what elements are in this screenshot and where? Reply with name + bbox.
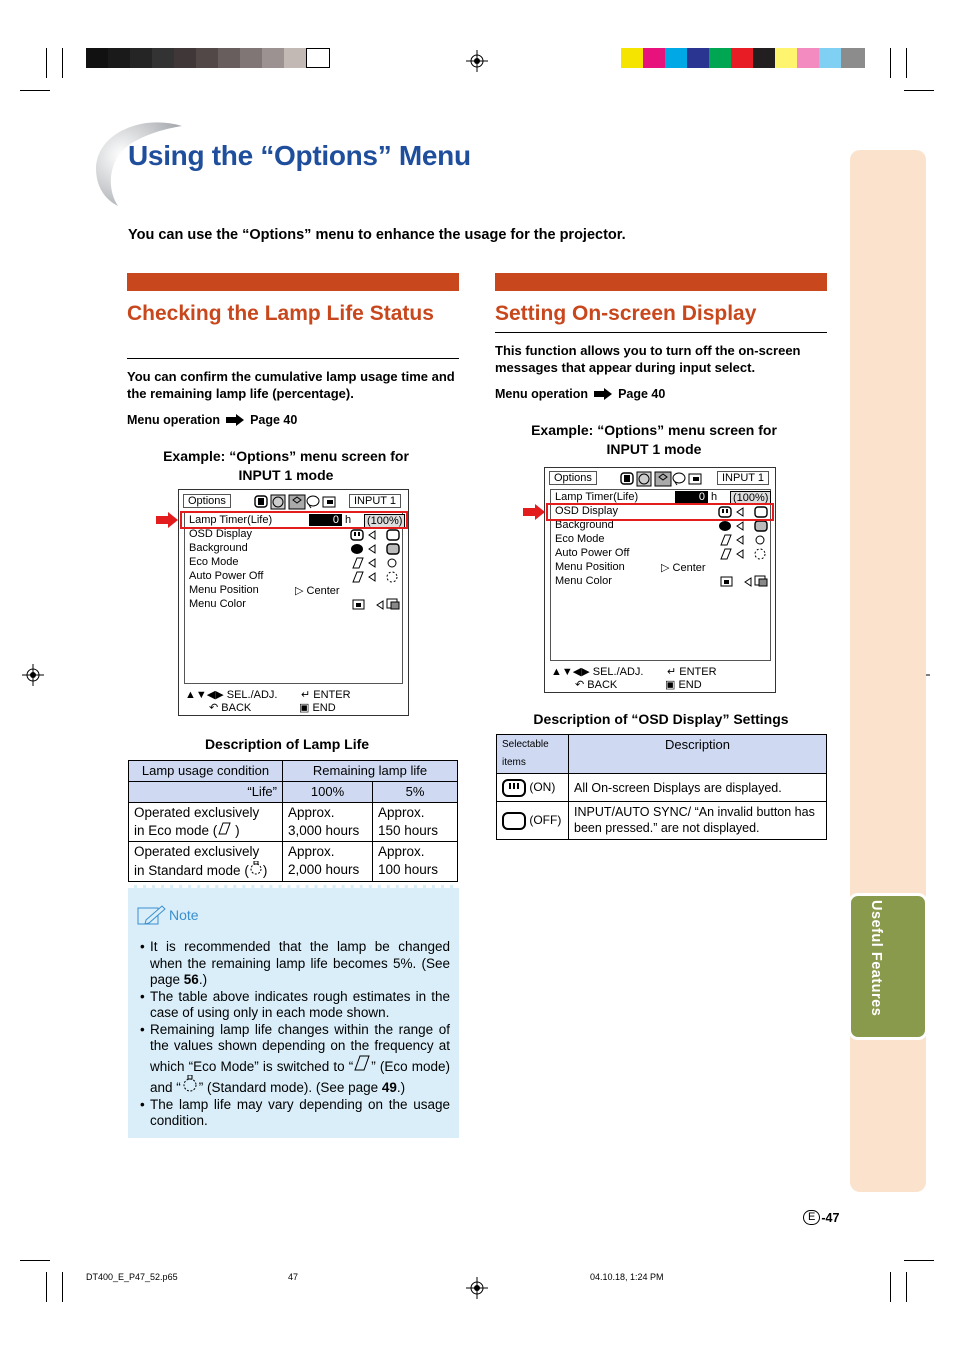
table-cell: All On-screen Displays are displayed. xyxy=(569,774,827,802)
example-caption: Example: “Options” menu screen for INPUT 1 mode xyxy=(163,448,409,483)
lamp-timer-value: 0 xyxy=(309,514,342,526)
end-hint: ▣ END xyxy=(299,702,336,714)
setting-icons xyxy=(349,528,405,612)
table-row xyxy=(129,842,458,882)
table-cell: “Life” xyxy=(129,782,283,803)
menu-item[interactable]: Background xyxy=(555,519,614,531)
menu-item[interactable]: Lamp Timer(Life) xyxy=(189,514,273,526)
gray-swatch xyxy=(262,48,284,68)
table-cell: Operated exclusively in Standard mode ( ) xyxy=(129,842,283,882)
gray-swatch xyxy=(152,48,174,68)
eco-mode-icon xyxy=(353,1055,371,1071)
example-caption: Example: “Options” menu screen for INPUT 1 mode xyxy=(531,422,777,457)
table-header: Lamp usage condition xyxy=(129,761,283,782)
enter-hint: ↵ ENTER xyxy=(667,666,717,678)
divider xyxy=(495,332,827,333)
table-header: Remaining lamp life xyxy=(283,761,458,782)
color-swatch xyxy=(643,48,665,68)
lamp-life-table xyxy=(128,760,458,882)
crop-mark xyxy=(890,1272,891,1302)
osd-description: This function allows you to turn off the on-screen messages that appear during input select. xyxy=(495,343,801,375)
gray-swatch xyxy=(284,48,306,68)
registration-mark-icon xyxy=(22,664,44,686)
lamp-description: You can confirm the cumulative lamp usage time and the remaining lamp life (percentage). xyxy=(127,369,455,401)
menu-item[interactable]: Menu Color xyxy=(555,575,612,587)
osd-table-title: Description of “OSD Display” Settings xyxy=(533,711,789,727)
end-hint: ▣ END xyxy=(665,679,702,691)
table-cell: Approx. 100 hours xyxy=(373,842,458,882)
color-swatch xyxy=(687,48,709,68)
crop-mark xyxy=(20,1260,50,1261)
list-item: • Remaining lamp life changes within the range of the values shown depending on the frequency at which “Eco Mode” is switched to “ ” (Eco mode) and “ ” (Standard mode). (See page 49.) xyxy=(140,1022,450,1097)
color-swatch xyxy=(731,48,753,68)
osd-section-heading: Setting On-screen Display xyxy=(495,302,757,325)
color-swatch xyxy=(621,48,643,68)
table-header: Description xyxy=(569,735,827,774)
table-cell: Approx. 150 hours xyxy=(373,803,458,842)
gray-swatch xyxy=(86,48,108,68)
menu-item[interactable]: OSD Display xyxy=(189,528,252,540)
section-bar xyxy=(495,273,827,291)
eco-mode-icon xyxy=(217,822,231,835)
menu-position-value: ▷ Center xyxy=(661,562,706,574)
crop-mark xyxy=(906,48,907,78)
lamp-life-percent: (100%) xyxy=(364,514,405,528)
color-swatch xyxy=(775,48,797,68)
arrow-right-icon xyxy=(594,388,612,400)
osd-off-icon xyxy=(502,812,526,830)
divider xyxy=(127,358,459,359)
options-menu-screen xyxy=(544,467,776,693)
list-item: • It is recommended that the lamp be changed when the remaining lamp life becomes 5%. (See page 56.) xyxy=(140,939,450,989)
menu-item[interactable]: Auto Power Off xyxy=(189,570,264,582)
options-tab: Options xyxy=(183,494,231,508)
color-swatch xyxy=(797,48,819,68)
osd-on-icon xyxy=(502,779,526,797)
color-swatch xyxy=(841,48,865,68)
footer-date: 04.10.18, 1:24 PM xyxy=(590,1272,664,1282)
back-hint: ↶ BACK xyxy=(209,702,252,714)
options-tab: Options xyxy=(549,471,597,485)
pencil-note-icon xyxy=(136,904,166,926)
table-row xyxy=(129,803,458,842)
lamp-timer-unit: h xyxy=(345,514,352,526)
color-swatch xyxy=(709,48,731,68)
color-swatch xyxy=(819,48,841,68)
gray-swatch xyxy=(196,48,218,68)
table-cell: Approx. 2,000 hours xyxy=(283,842,373,882)
lamp-table-title: Description of Lamp Life xyxy=(204,736,370,752)
footer-page: 47 xyxy=(288,1272,299,1282)
menu-item[interactable]: Background xyxy=(189,542,248,554)
menu-item[interactable]: Menu Position xyxy=(189,584,259,596)
lamp-timer-unit: h xyxy=(711,491,718,503)
arrow-right-icon xyxy=(226,414,244,426)
menu-item[interactable]: Eco Mode xyxy=(189,556,239,568)
note-list xyxy=(140,939,450,1130)
menu-operation-ref[interactable]: Menu operation Page 40 xyxy=(127,413,298,427)
lamp-section-heading: Checking the Lamp Life Status xyxy=(127,302,434,325)
page-letter-badge: E xyxy=(803,1210,820,1225)
highlight-frame xyxy=(180,511,408,529)
table-cell: (OFF) xyxy=(497,802,569,840)
menu-item[interactable]: Auto Power Off xyxy=(555,547,630,559)
back-hint: ↶ BACK xyxy=(575,679,618,691)
menu-item[interactable]: Menu Color xyxy=(189,598,246,610)
menu-item[interactable]: Menu Position xyxy=(555,561,625,573)
menu-tab-icons xyxy=(619,471,717,487)
crop-mark xyxy=(46,48,47,78)
table-cell: 100% xyxy=(283,782,373,803)
standard-mode-icon xyxy=(249,861,263,875)
menu-tab-icons xyxy=(253,494,351,510)
note-box xyxy=(128,885,459,1138)
sel-adj-hint: ▲▼◀▶ SEL./ADJ. xyxy=(551,666,644,678)
lamp-life-percent: (100%) xyxy=(730,491,771,505)
menu-operation-ref[interactable]: Menu operation Page 40 xyxy=(495,387,666,401)
menu-item[interactable]: OSD Display xyxy=(555,505,618,517)
menu-position-value: ▷ Center xyxy=(295,585,340,597)
intro-text: You can use the “Options” menu to enhance the usage for the projector. xyxy=(128,227,626,243)
gray-swatch xyxy=(218,48,240,68)
menu-item[interactable]: Eco Mode xyxy=(555,533,605,545)
table-cell: Approx. 3,000 hours xyxy=(283,803,373,842)
sel-adj-hint: ▲▼◀▶ SEL./ADJ. xyxy=(185,689,278,701)
footer-filename: DT400_E_P47_52.p65 xyxy=(86,1272,178,1282)
crop-mark xyxy=(890,48,891,78)
note-header: Note xyxy=(136,904,199,926)
section-tab-label: Useful Features xyxy=(868,900,884,1017)
table-cell: (ON) xyxy=(497,774,569,802)
crop-mark xyxy=(62,1272,63,1302)
standard-mode-icon xyxy=(181,1075,199,1092)
registration-mark-icon xyxy=(466,50,488,72)
table-cell: INPUT/AUTO SYNC/ “An invalid button has been pressed.” are not displayed. xyxy=(569,802,827,840)
color-swatch xyxy=(665,48,687,68)
page-number: E -47 xyxy=(803,1210,839,1225)
table-header: Selectable items xyxy=(497,735,569,774)
table-row xyxy=(497,802,827,840)
gray-swatch xyxy=(240,48,262,68)
crop-mark xyxy=(904,1260,934,1261)
crop-mark xyxy=(46,1272,47,1302)
lamp-timer-value: 0 xyxy=(675,491,708,503)
input-indicator: INPUT 1 xyxy=(717,471,769,485)
menu-item[interactable]: Lamp Timer(Life) xyxy=(555,491,639,503)
table-row xyxy=(497,774,827,802)
crop-mark xyxy=(20,90,50,91)
registration-mark-icon xyxy=(466,1277,488,1299)
section-bar xyxy=(127,273,459,291)
crop-mark xyxy=(62,48,63,78)
pointer-arrow-icon xyxy=(156,512,178,528)
gray-swatch xyxy=(174,48,196,68)
color-swatch xyxy=(753,48,775,68)
list-item: • The lamp life may vary depending on the usage condition. xyxy=(140,1097,450,1130)
pointer-arrow-icon xyxy=(523,504,545,520)
osd-settings-table xyxy=(496,734,827,840)
table-cell: Operated exclusively in Eco mode ( ) xyxy=(129,803,283,842)
gray-swatch xyxy=(108,48,130,68)
enter-hint: ↵ ENTER xyxy=(301,689,351,701)
highlight-frame xyxy=(546,503,774,521)
input-indicator: INPUT 1 xyxy=(349,494,401,508)
crop-mark xyxy=(906,1272,907,1302)
table-cell: 5% xyxy=(373,782,458,803)
crop-mark xyxy=(904,90,934,91)
gray-swatch xyxy=(130,48,152,68)
list-item: • The table above indicates rough estimates in the case of using only in each mode shown. xyxy=(140,989,450,1022)
page-title: Using the “Options” Menu xyxy=(128,140,471,171)
gray-swatch xyxy=(306,48,330,68)
